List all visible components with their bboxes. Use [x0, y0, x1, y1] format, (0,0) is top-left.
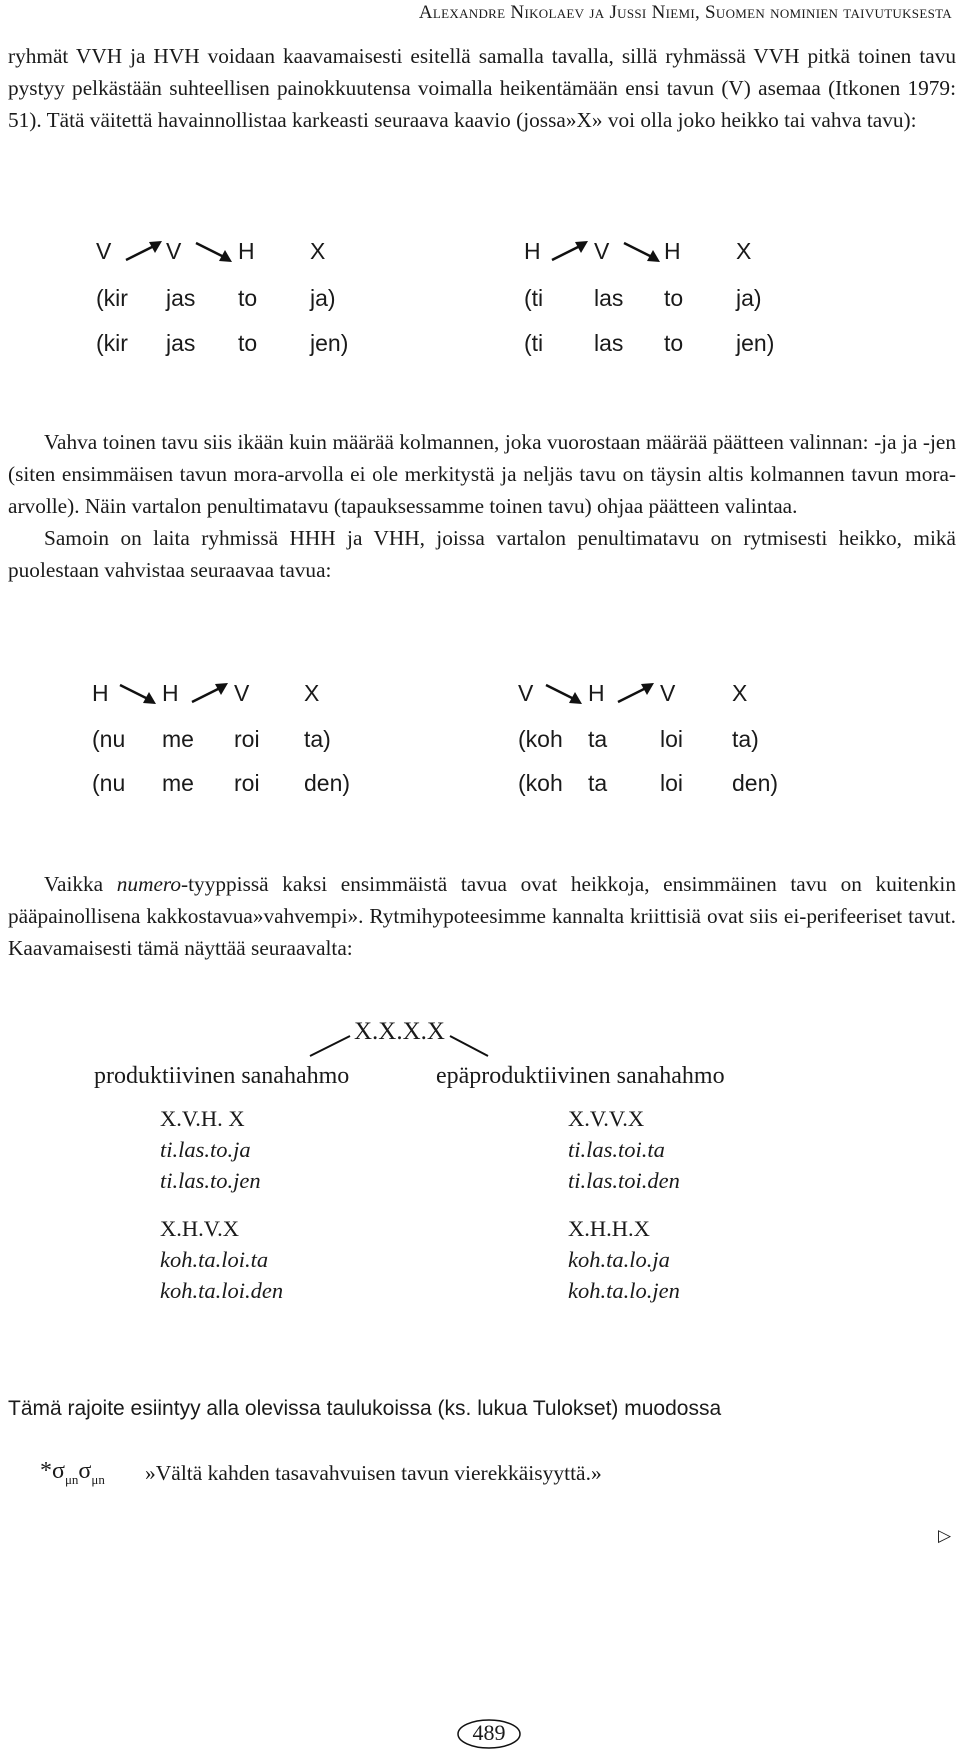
- syllable: (koh: [518, 770, 563, 796]
- paragraph-4-italic: numero: [116, 872, 182, 896]
- syllable: jas: [166, 330, 196, 356]
- arrow-down-right-icon: [544, 682, 584, 706]
- syllable: loi: [660, 726, 684, 752]
- paragraph-2: [8, 426, 956, 586]
- paragraph-3-text: Samoin on laita ryhmissä HHH ja VHH, joissa vartalon penultimatavu on rytmisesti heikko, mikä puolestaan vahvistaa seuraavaa tavua:: [8, 526, 956, 582]
- syllable: ta): [304, 726, 331, 752]
- syllable: (ti: [524, 285, 544, 311]
- word-form: ti.las.to.jen: [160, 1168, 261, 1193]
- syllable-letter: H: [162, 680, 179, 706]
- syllable-letter: H: [664, 238, 681, 264]
- syllable-letter: X: [310, 238, 326, 264]
- pattern: X.H.V.X: [160, 1216, 239, 1241]
- constraint-text: »Vältä kahden tasavahvuisen tavun vierekkäisyyttä.»: [145, 1461, 602, 1485]
- constraint-star: *: [40, 1458, 52, 1484]
- tree-root: X.X.X.X: [354, 1018, 445, 1045]
- syllable: jen): [736, 330, 775, 356]
- syllable: roi: [234, 726, 260, 752]
- pattern: X.V.H. X: [160, 1106, 245, 1131]
- arrow-up-right-icon: [616, 680, 656, 704]
- constraint-formula: [40, 1458, 105, 1488]
- syllable: las: [594, 285, 624, 311]
- paragraph-2-text: Vahva toinen tavu siis ikään kuin määrää kolmannen, joka vuorostaan määrää päätteen valinnan: -ja ja -jen (siten ensimmäisen tavun mora-arvolla ei ole merkitystä ja neljäs tavu on täysin altis kolmannen tavun mora-arvolle). Näin vartalon penultimatavu (tapauksessamme toinen tavu) ohjaa päätteen valintaa.: [8, 430, 956, 518]
- syllable-letter: H: [238, 238, 255, 264]
- paragraph-4-before: Vaikka: [44, 872, 117, 896]
- paragraph-1: [8, 40, 956, 136]
- page-number-text: 489: [472, 1720, 506, 1745]
- arrow-down-right-icon: [622, 240, 662, 264]
- arrow-down-right-icon: [194, 240, 234, 264]
- syllable: (kir: [96, 285, 128, 311]
- tree-left-label: produktiivinen sanahahmo: [94, 1063, 350, 1089]
- right-group-1: [568, 1103, 680, 1196]
- syllable: (nu: [92, 726, 126, 752]
- left-group-2: [160, 1213, 283, 1306]
- tree-right-label: epäproduktiivinen sanahahmo: [436, 1063, 725, 1089]
- syllable: ta): [732, 726, 759, 752]
- page-number: [456, 1718, 522, 1750]
- paragraph-4-text: [8, 868, 956, 964]
- paragraph-4: [8, 868, 956, 964]
- syllable: me: [162, 770, 194, 796]
- syllable: ja): [736, 285, 762, 311]
- paragraph-1-text: ryhmät VVH ja HVH voidaan kaavamaisesti esitellä samalla tavalla, sillä ryhmässä VVH pitkä toinen tavu pystyy pelkästään suhteellisen painokkuutensa voimalla heikentämään ensi tavun (V) asemaa (Itkonen 1979: 51). Tätä väitettä havainnollistaa karkeasti seuraava kaavio (jossa»X» voi olla joko heikko tai vahva tavu):: [8, 44, 956, 132]
- paragraph-4-after: -tyyppissä kaksi ensimmäistä tavua ovat heikkoja, ensimmäinen tavu on kuitenkin pääpainollisena kakkostavua»vahvempi». Rytmihypoteesimme kannalta kriittisiä ovat siis ei-perifeeriset tavut. Kaavamaisesti tämä näyttää seuraavalta:: [8, 872, 956, 960]
- syllable: (koh: [518, 726, 563, 752]
- right-group-2: [568, 1213, 680, 1306]
- running-header: Alexandre Nikolaev ja Jussi Niemi, Suomen nominien taivutuksesta: [418, 2, 952, 23]
- word-form: koh.ta.lo.ja: [568, 1247, 670, 1272]
- word-form: koh.ta.lo.jen: [568, 1278, 680, 1303]
- syllable-letter: V: [96, 238, 112, 264]
- syllable: den): [732, 770, 779, 796]
- syllable: to: [664, 330, 684, 356]
- syllable: ta: [588, 726, 608, 752]
- syllable: (kir: [96, 330, 128, 356]
- syllable: to: [238, 285, 258, 311]
- word-form: koh.ta.loi.ta: [160, 1247, 269, 1272]
- syllable: las: [594, 330, 624, 356]
- pattern: X.H.H.X: [568, 1216, 650, 1241]
- arrow-up-right-icon: [190, 680, 230, 704]
- syllable: to: [664, 285, 684, 311]
- syllable: loi: [660, 770, 684, 796]
- syllable-letter: H: [588, 680, 605, 706]
- sigma-symbol: σ: [52, 1458, 65, 1484]
- syllable-letter: V: [166, 238, 182, 264]
- syllable-letter: X: [732, 680, 748, 706]
- syllable: (ti: [524, 330, 544, 356]
- arrow-up-right-icon: [550, 238, 590, 262]
- syllable: den): [304, 770, 351, 796]
- word-form: ti.las.toi.ta: [568, 1137, 665, 1162]
- word-form: ti.las.toi.den: [568, 1168, 680, 1193]
- syllable-letter: X: [736, 238, 752, 264]
- tree-branch-lines: [300, 1026, 500, 1062]
- arrow-down-right-icon: [118, 682, 158, 706]
- sigma-symbol: σ: [78, 1458, 92, 1484]
- word-form: ti.las.to.ja: [160, 1137, 251, 1162]
- syllable: (nu: [92, 770, 126, 796]
- syllable-letter: V: [660, 680, 676, 706]
- syllable: to: [238, 330, 258, 356]
- syllable-letter: H: [92, 680, 109, 706]
- syllable: jen): [310, 330, 349, 356]
- subscript: μn: [64, 1471, 79, 1487]
- syllable: ja): [310, 285, 336, 311]
- syllable-letter: V: [518, 680, 534, 706]
- subscript: μn: [91, 1471, 105, 1487]
- paragraph-5: Tämä rajoite esiintyy alla olevissa taulukoissa (ks. lukua Tulokset) muodossa: [8, 1397, 722, 1420]
- syllable-letter: V: [594, 238, 610, 264]
- syllable: jas: [166, 285, 196, 311]
- syllable: roi: [234, 770, 260, 796]
- next-page-arrow-icon[interactable]: ▷: [938, 1526, 952, 1545]
- syllable: ta: [588, 770, 608, 796]
- left-group-1: [160, 1103, 261, 1196]
- syllable-letter: X: [304, 680, 320, 706]
- word-form: koh.ta.loi.den: [160, 1278, 284, 1303]
- syllable-letter: V: [234, 680, 250, 706]
- syllable-letter: H: [524, 238, 541, 264]
- syllable: me: [162, 726, 194, 752]
- pattern: X.V.V.X: [568, 1106, 645, 1131]
- arrow-up-right-icon: [124, 238, 164, 262]
